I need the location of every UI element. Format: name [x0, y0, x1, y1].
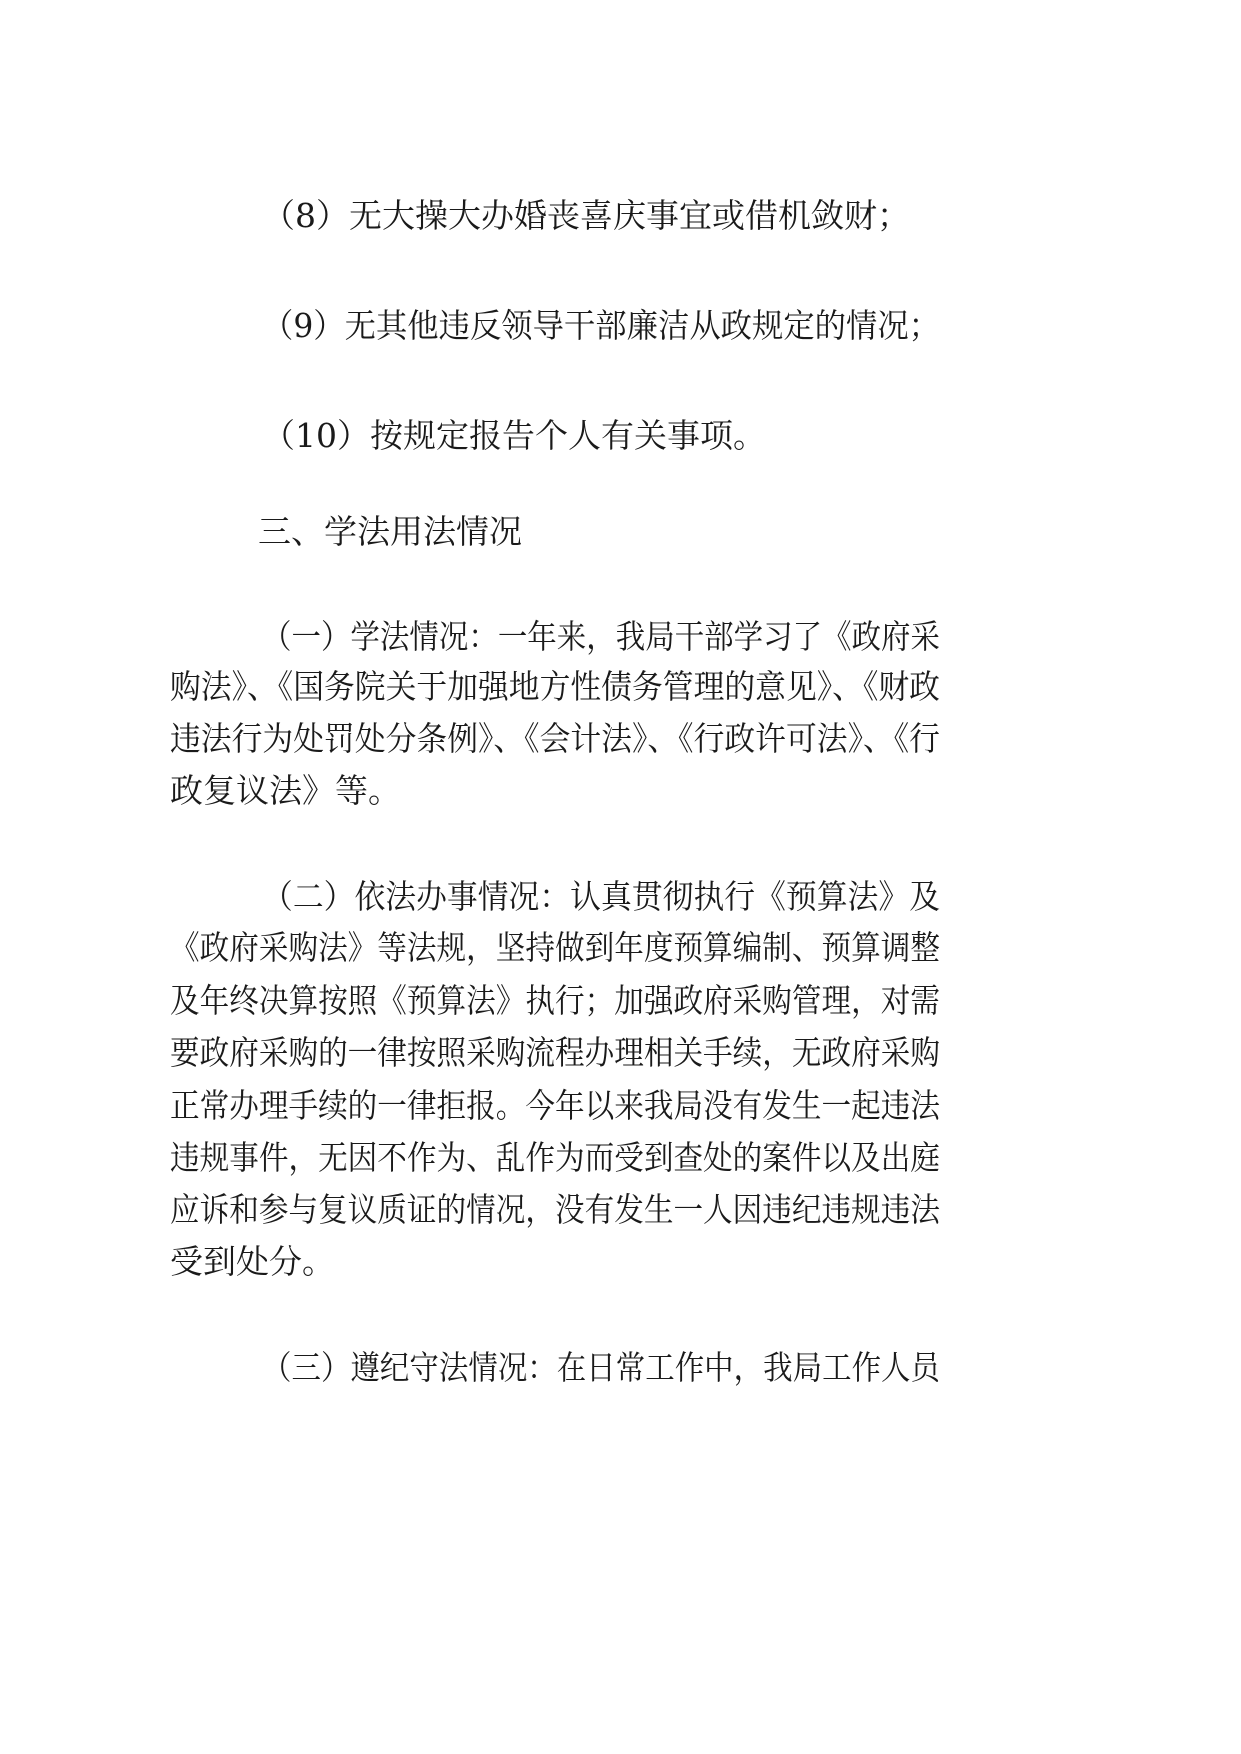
para3-line-1: （三）遵纪守法情况：在日常工作中，我局工作人员: [262, 1348, 941, 1387]
para1-line-1: （一）学法情况：一年来，我局干部学习了《政府采: [262, 617, 941, 656]
list-item-8: （8）无大操大办婚丧喜庆事宜或借机敛财；: [262, 196, 910, 235]
para2-line-8: 受到处分。: [170, 1242, 335, 1281]
para1-line-2: 购法》、《国务院关于加强地方性债务管理的意见》、《财政: [170, 667, 940, 706]
para2-line-3: 及年终决算按照《预算法》执行；加强政府采购管理，对需: [170, 981, 940, 1020]
para2-line-6: 违规事件，无因不作为、乱作为而受到查处的案件以及出庭: [170, 1138, 940, 1177]
para2-line-4: 要政府采购的一律按照采购流程办理相关手续，无政府采购: [170, 1033, 940, 1072]
para2-line-5: 正常办理手续的一律拒报。今年以来我局没有发生一起违法: [170, 1086, 940, 1125]
para2-line-2: 《政府采购法》等法规，坚持做到年度预算编制、预算调整: [170, 928, 940, 967]
para2-line-1: （二）依法办事情况：认真贯彻执行《预算法》及: [262, 877, 941, 916]
section-heading: 三、学法用法情况: [258, 512, 522, 551]
list-item-9: （9）无其他违反领导干部廉洁从政规定的情况；: [262, 306, 941, 345]
para1-line-3: 违法行为处罚处分条例》、《会计法》、《行政许可法》、《行: [170, 719, 940, 758]
para1-line-4: 政复议法》等。: [170, 771, 401, 810]
list-item-10: （10）按规定报告个人有关事项。: [262, 416, 766, 455]
para2-line-7: 应诉和参与复议质证的情况，没有发生一人因违纪违规违法: [170, 1190, 940, 1229]
